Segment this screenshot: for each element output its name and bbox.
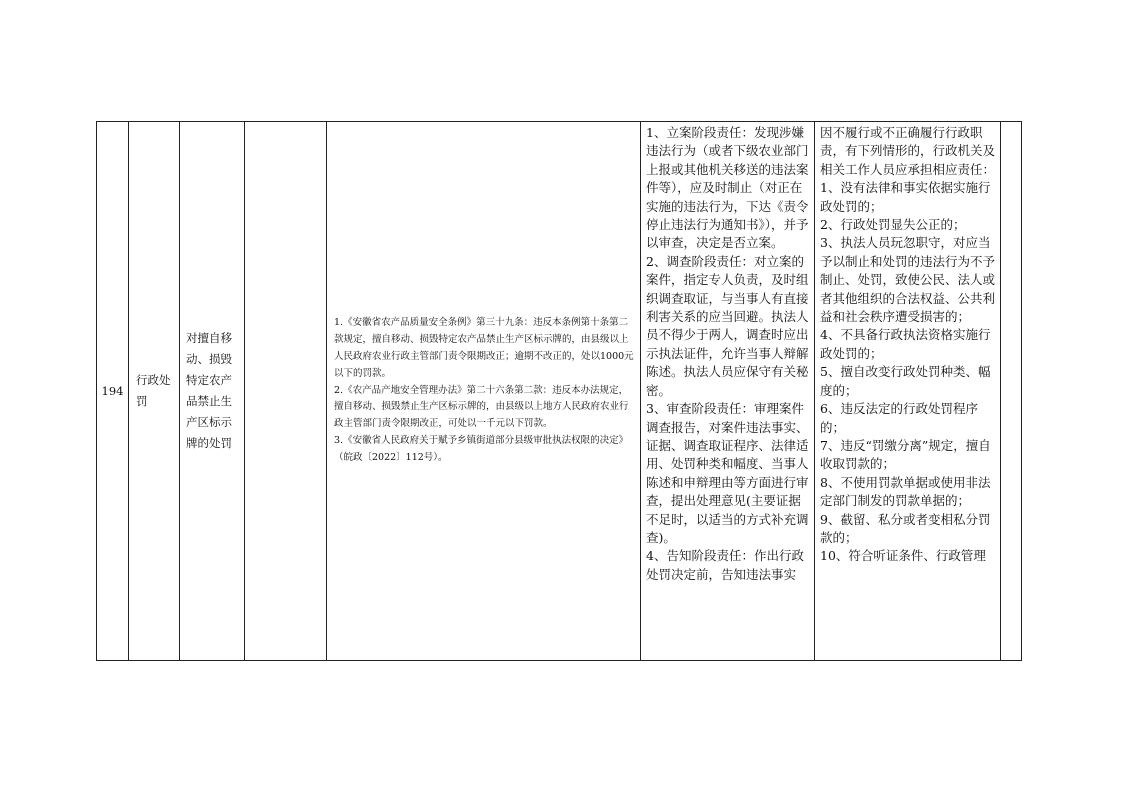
cell-sub-item [245, 122, 327, 660]
category-text: 行政处罚 [136, 373, 171, 408]
responsibility-text: 1、立案阶段责任：发现涉嫌违法行为（或者下级农业部门上报或其他机关移送的违法案件等），应及时制止（对正在实施的违法行为，下达《责令停止违法行为通知书》），并予以审查，决定是否立案。 2、调查阶段责任：对立案的案件，指定专人负责，及时组织调查取证，与当事人有直接利害关系的应当回避。执法人员不得少于两人，调查时应出示执法证件，允许当事人辩解陈述。执法人员应保守有关秘密。 3、审查阶段责任：审理案件调查报告，对案件违法事实、证据、调查取证程序、法律适用、处罚种类和幅度、当事人陈述和申辩理由等方面进行审查，提出处理意见(主要证据不足时，以适当的方式补充调查)。 4、告知阶段责任：作出行政处罚决定前，告知违法事实 [646, 125, 809, 582]
penalty-table [96, 121, 1022, 661]
cell-number [97, 122, 129, 660]
row-number: 194 [101, 384, 124, 398]
item-name-text: 对擅自移动、损毁特定农产品禁止生产区标示牌的处罚 [186, 331, 232, 450]
basis-item-2: 2.《农产品产地安全管理办法》第二十六条第二款：违反本办法规定，擅自移动、损毁禁止生产区标示牌的，由县级以上地方人民政府农业行政主管部门责令限期改正，可处以一千元以下罚款。 [334, 384, 629, 430]
basis-item-3: 3.《安徽省人民政府关于赋予乡镇街道部分县级审批执法权限的决定》（皖政〔2022〕112号）。 [334, 434, 629, 463]
basis-list [327, 315, 640, 466]
cell-item-name [180, 122, 245, 660]
cell-category [129, 122, 180, 660]
basis-item-1: 1.《安徽省农产品质量安全条例》第三十九条：违反本条例第十条第二款规定，擅自移动、损毁特定农产品禁止生产区标示牌的，由县级以上人民政府农业行政主管部门责令限期改正；逾期不改正的，处以1000元以下的罚款。 [334, 317, 634, 379]
cell-responsibility [641, 122, 815, 660]
cell-basis [327, 122, 641, 660]
remark-cell-visible [1001, 122, 1021, 660]
liability-text: 因不履行或不正确履行行政职责，有下列情形的，行政机关及相关工作人员应承担相应责任： 1、没有法律和事实依据实施行政处罚的； 2、行政处罚显失公正的； 3、执法人员玩忽职守，对应当予以制止和处罚的违法行为不予制止、处罚，致使公民、法人或者其他组织的合法权益、公共利益和社会秩序遭受损害的； 4、不具备行政执法资格实施行政处罚的； 5、擅自改变行政处罚种类、幅度的； 6、违反法定的行政处罚程序的； 7、违反“罚缴分离”规定，擅自收取罚款的； 8、不使用罚款单据或使用非法定部门制发的罚款单据的； 9、截留、私分或者变相私分罚款的； 10、符合听证条件、行政管理 [820, 125, 996, 564]
cell-liability [815, 122, 1001, 660]
